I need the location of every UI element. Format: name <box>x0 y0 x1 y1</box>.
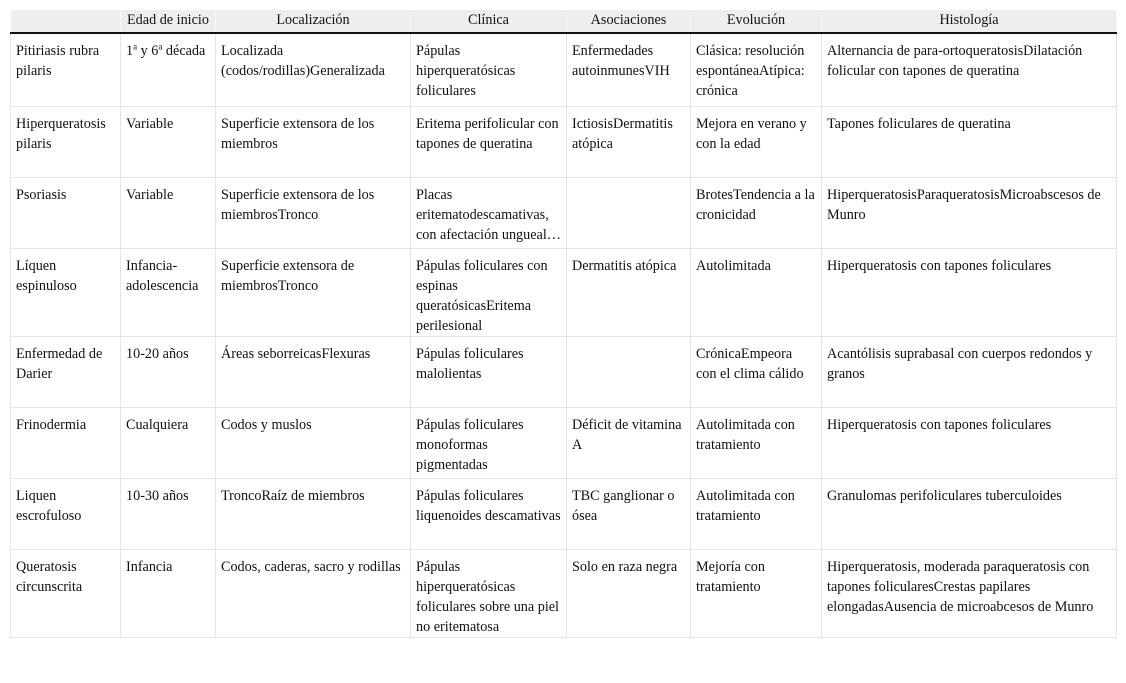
table-row <box>11 177 1117 248</box>
cell-evolution: BrotesTendencia a la cronicidad <box>691 177 822 248</box>
onset-part: década <box>162 43 206 59</box>
cell-associations <box>567 177 691 248</box>
cell-associations: Solo en raza negra <box>567 549 691 637</box>
cell-location: Codos, caderas, sacro y rodillas <box>216 549 411 637</box>
cell-evolution: Autolimitada con tratamiento <box>691 478 822 549</box>
table-row <box>11 33 1117 106</box>
cell-onset: 10-30 años <box>121 478 216 549</box>
cell-clinical: Eritema perifolicular con tapones de queratina <box>411 106 567 177</box>
cell-location: Superficie extensora de los miembros <box>216 106 411 177</box>
header-location: Localización <box>216 10 411 33</box>
cell-evolution: Autolimitada <box>691 248 822 336</box>
differential-diagnosis-table <box>10 10 1117 638</box>
cell-histology: Acantólisis suprabasal con cuerpos redondos y granos <box>822 336 1117 407</box>
header-clinical: Clínica <box>411 10 567 33</box>
table-row <box>11 248 1117 336</box>
cell-onset: 10-20 años <box>121 336 216 407</box>
cell-associations: Dermatitis atópica <box>567 248 691 336</box>
cell-evolution: CrónicaEmpeora con el clima cálido <box>691 336 822 407</box>
table-header-row <box>11 10 1117 33</box>
cell-onset: Variable <box>121 106 216 177</box>
table-row <box>11 549 1117 637</box>
cell-location: Superficie extensora de los miembrosTronco <box>216 177 411 248</box>
cell-histology: Granulomas perifoliculares tuberculoides <box>822 478 1117 549</box>
cell-associations: TBC ganglionar o ósea <box>567 478 691 549</box>
cell-disease: Psoriasis <box>11 177 121 248</box>
header-disease <box>11 10 121 33</box>
cell-histology: Alternancia de para-ortoqueratosisDilatación folicular con tapones de queratina <box>822 33 1117 106</box>
onset-superscript: a <box>158 41 163 52</box>
cell-associations: Enfermedades autoinmunesVIH <box>567 33 691 106</box>
cell-histology: Hiperqueratosis, moderada paraqueratosis con tapones folicularesCrestas papilares elongadasAusencia de microabcesos de Munro <box>822 549 1117 637</box>
cell-histology: Tapones foliculares de queratina <box>822 106 1117 177</box>
cell-associations: Déficit de vitamina A <box>567 407 691 478</box>
cell-location: Áreas seborreicasFlexuras <box>216 336 411 407</box>
cell-clinical: Pápulas foliculares malolientas <box>411 336 567 407</box>
cell-onset <box>121 33 216 106</box>
table-row <box>11 478 1117 549</box>
cell-evolution: Clásica: resolución espontáneaAtípica: crónica <box>691 33 822 106</box>
cell-histology: HiperqueratosisParaqueratosisMicroabscesos de Munro <box>822 177 1117 248</box>
onset-part: 1 <box>126 43 134 59</box>
header-associations: Asociaciones <box>567 10 691 33</box>
cell-onset: Cualquiera <box>121 407 216 478</box>
cell-evolution: Autolimitada con tratamiento <box>691 407 822 478</box>
onset-superscript: a <box>133 41 138 52</box>
cell-clinical: Placas eritematodescamativas, con afectación ungueal… <box>411 177 567 248</box>
cell-clinical: Pápulas foliculares con espinas queratósicasEritema perilesional <box>411 248 567 336</box>
cell-location: Superficie extensora de miembrosTronco <box>216 248 411 336</box>
cell-location: TroncoRaíz de miembros <box>216 478 411 549</box>
cell-clinical: Pápulas foliculares monoformas pigmentadas <box>411 407 567 478</box>
cell-disease: Enfermedad de Darier <box>11 336 121 407</box>
table-row <box>11 336 1117 407</box>
header-onset: Edad de inicio <box>121 10 216 33</box>
cell-evolution: Mejoría con tratamiento <box>691 549 822 637</box>
cell-evolution: Mejora en verano y con la edad <box>691 106 822 177</box>
cell-disease: Hiperqueratosis pilaris <box>11 106 121 177</box>
cell-associations <box>567 336 691 407</box>
cell-disease: Líquen espinuloso <box>11 248 121 336</box>
cell-location: Localizada (codos/rodillas)Generalizada <box>216 33 411 106</box>
cell-disease: Pitiriasis rubra pilaris <box>11 33 121 106</box>
cell-disease: Liquen escrofuloso <box>11 478 121 549</box>
cell-associations: IctiosisDermatitis atópica <box>567 106 691 177</box>
onset-part: y 6 <box>137 43 159 59</box>
cell-onset: Infancia-adolescencia <box>121 248 216 336</box>
cell-onset: Variable <box>121 177 216 248</box>
cell-clinical: Pápulas hiperqueratósicas foliculares sobre una piel no eritematosa <box>411 549 567 637</box>
cell-disease: Frinodermia <box>11 407 121 478</box>
cell-disease: Queratosis circunscrita <box>11 549 121 637</box>
cell-clinical: Pápulas foliculares liquenoides descamativas <box>411 478 567 549</box>
cell-location: Codos y muslos <box>216 407 411 478</box>
cell-histology: Hiperqueratosis con tapones foliculares <box>822 407 1117 478</box>
cell-histology: Hiperqueratosis con tapones foliculares <box>822 248 1117 336</box>
cell-clinical: Pápulas hiperqueratósicas foliculares <box>411 33 567 106</box>
table-row <box>11 407 1117 478</box>
table-row <box>11 106 1117 177</box>
header-evolution: Evolución <box>691 10 822 33</box>
cell-onset: Infancia <box>121 549 216 637</box>
header-histology: Histología <box>822 10 1117 33</box>
